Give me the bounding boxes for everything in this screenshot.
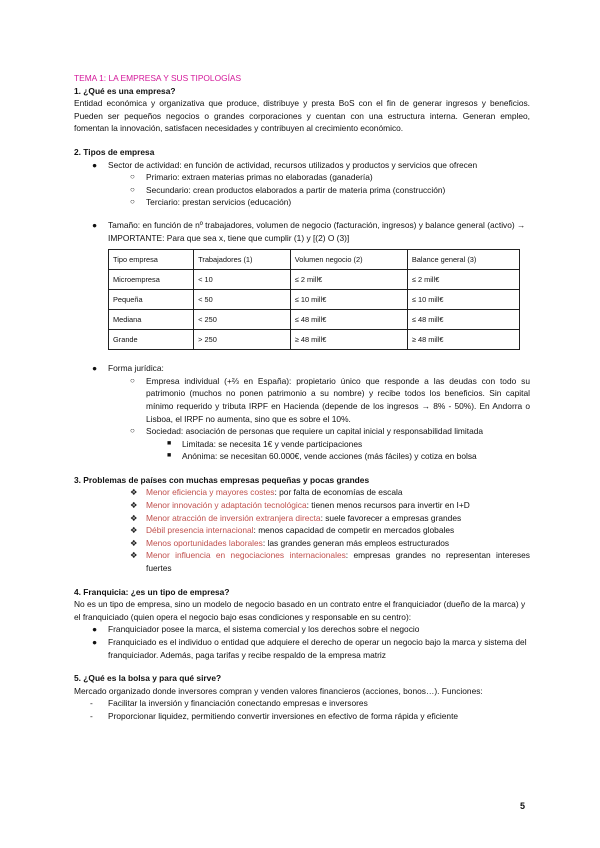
table-cell: ≤ 48 mill€ [290,310,407,330]
table-cell: Grande [109,330,194,350]
size-list [74,219,530,244]
table-cell: ≤ 2 mill€ [407,270,519,290]
table-row [109,290,520,310]
list-item: ❖ Débil presencia internacional: menos capacidad de competir en mercados globales [130,525,455,536]
table-header-cell: Volumen negocio (2) [290,250,407,270]
sector-secondary: Secundario: crean productos elaborados a partir de materia prima (construcción) [146,184,446,195]
types-list [74,159,530,209]
list-item: - Facilitar la inversión y financiación conectando empresas e inversores [90,698,368,709]
section-1-heading: 1. ¿Qué es una empresa? [74,85,176,96]
bullet-icon: ● [92,159,98,170]
circle-bullet-icon: ○ [130,426,135,436]
table-cell: Microempresa [109,270,194,290]
list-item: ❖ Menor innovación y adaptación tecnológica: tienen menos recursos para invertir en I+D [130,500,470,511]
list-item [74,375,530,425]
list-item [74,184,530,197]
table-header-cell: Balance general (3) [407,250,519,270]
list-item: ❖ Menos oportunidades laborales: las grandes generan más empleos estructurados [130,537,450,548]
list-item [74,425,530,438]
diamond-bullet-icon: ❖ [130,487,138,498]
bullet-icon: ● [92,624,98,635]
table-cell: < 250 [194,310,291,330]
dash-bullet-icon: - [90,710,93,721]
list-item: ❖ Menor eficiencia y mayores costes: por falta de economías de escala [130,487,403,498]
diamond-bullet-icon: ❖ [130,550,138,561]
anonima-text: Anónima: se necesitan 60.000€, vende acciones (más fáciles) y cotiza en bolsa [182,451,477,462]
document-page [74,72,530,723]
limitada-text: Limitada: se necesita 1€ y vende participaciones [182,438,363,449]
list-item: ❖ Menor atracción de inversión extranjera directa: suele favorecer a empresas grandes [130,512,462,523]
legal-list [74,362,530,463]
table-cell: > 250 [194,330,291,350]
circle-bullet-icon: ○ [130,197,135,207]
table-cell: ≤ 10 mill€ [290,290,407,310]
square-bullet-icon: ■ [167,439,172,447]
section-3-heading: 3. Problemas de países con muchas empresas pequeñas y pocas grandes [74,474,370,485]
table-cell: ≤ 10 mill€ [407,290,519,310]
section-4-body: No es un tipo de empresa, sino un modelo de negocio basado en un contrato entre el franquiciador (dueño de la marca) y el franquiciado (quien opera el negocio bajo esas condiciones y responsable en su centro): [74,599,526,622]
list-item [74,171,530,184]
table-cell: ≥ 48 mill€ [407,330,519,350]
section-1-body: Entidad económica y organizativa que produce, distribuye y presta BoS con el fin de generar ingresos y beneficios. Pueden ser pequeños negocios o grandes corporaciones y cuentan con una estructura interna. Generan empleo, fomentan la innovación, satisfacen necesidades y contribuyen al crecimiento económico. [74,98,530,134]
square-bullet-icon: ■ [167,452,172,460]
list-item [74,219,530,244]
table-cell: ≤ 2 mill€ [290,270,407,290]
table-cell: < 10 [194,270,291,290]
stock-market-list [74,697,530,722]
section-5-body: Mercado organizado donde inversores compran y venden valores financieros (acciones, bonos…). Funciones: [74,685,483,696]
diamond-bullet-icon: ❖ [130,525,138,536]
list-item [74,438,530,451]
problems-list [74,486,530,574]
diamond-bullet-icon: ❖ [130,512,138,523]
table-row [109,330,520,350]
list-item [74,159,530,172]
list-item: ● Franquiciado es el individuo o entidad que adquiere el derecho de operar un negocio bajo la marca y sistema del franquiciador. Además, paga tarifas y recibe respaldo de la empresa matriz [92,637,527,660]
company-size-table [108,249,520,350]
section-5-heading: 5. ¿Qué es la bolsa y para qué sirve? [74,673,222,684]
dash-bullet-icon: - [90,698,93,709]
legal-text: Forma jurídica: [108,363,164,374]
list-item: ● Franquiciador posee la marca, el sistema comercial y los derechos sobre el negocio [92,624,420,635]
section-2-heading: 2. Tipos de empresa [74,146,155,157]
individual-text: Empresa individual (+⅔ en España): propietario único que responde a las deudas con todo su patrimonio (muchos no ponen patrimonio a su nombre) y recibe todos los beneficios. Sin capital mínimo requerido y tributa IRPF en Hacienda (depende de los ingresos → 8% - 50%). En Andorra o Lisboa, el IRPF no aumenta, sino que es sobre el 10%. [146,375,530,424]
table-header-cell: Trabajadores (1) [194,250,291,270]
diamond-bullet-icon: ❖ [130,537,138,548]
table-row [109,270,520,290]
circle-bullet-icon: ○ [130,375,135,385]
table-row [109,310,520,330]
table-header-row [109,250,520,270]
bullet-icon: ● [92,637,98,647]
diamond-bullet-icon: ❖ [130,500,138,511]
document-title: TEMA 1: LA EMPRESA Y SUS TIPOLOGÍAS [74,73,242,83]
circle-bullet-icon: ○ [130,184,135,194]
table-cell: Pequeña [109,290,194,310]
sociedad-text: Sociedad: asociación de personas que requiere un capital inicial y responsabilidad limitada [146,426,484,437]
sector-primary: Primario: extraen materias primas no elaboradas (ganadería) [146,172,373,183]
circle-bullet-icon: ○ [130,172,135,182]
bullet-icon: ● [92,219,98,230]
table-cell: < 50 [194,290,291,310]
list-item [74,362,530,375]
page-number: 5 [520,801,526,811]
section-4-heading: 4. Franquicia: ¿es un tipo de empresa? [74,586,230,597]
list-item: ❖ Menor influencia en negociaciones internacionales: empresas grandes no representan intereses fuertes [130,550,530,574]
list-item [74,450,530,463]
table-header-cell: Tipo empresa [109,250,194,270]
list-item: - Proporcionar liquidez, permitiendo convertir inversiones en efectivo de forma rápida y eficiente [90,710,459,721]
franchise-list [74,623,530,661]
table-cell: ≥ 48 mill€ [290,330,407,350]
bullet-icon: ● [92,363,98,374]
sector-text: Sector de actividad: en función de actividad, recursos utilizados y productos y servicios que ofrecen [108,159,478,170]
table-cell: ≤ 48 mill€ [407,310,519,330]
sector-tertiary: Terciario: prestan servicios (educación) [146,197,292,208]
size-text: Tamaño: en función de nº trabajadores, volumen de negocio (facturación, ingresos) y balance general (activo) → IMPORTANTE: Para que sea x, tiene que cumplir (1) y [(2) O (3)] [108,219,526,243]
table-cell: Mediana [109,310,194,330]
list-item [74,196,530,209]
